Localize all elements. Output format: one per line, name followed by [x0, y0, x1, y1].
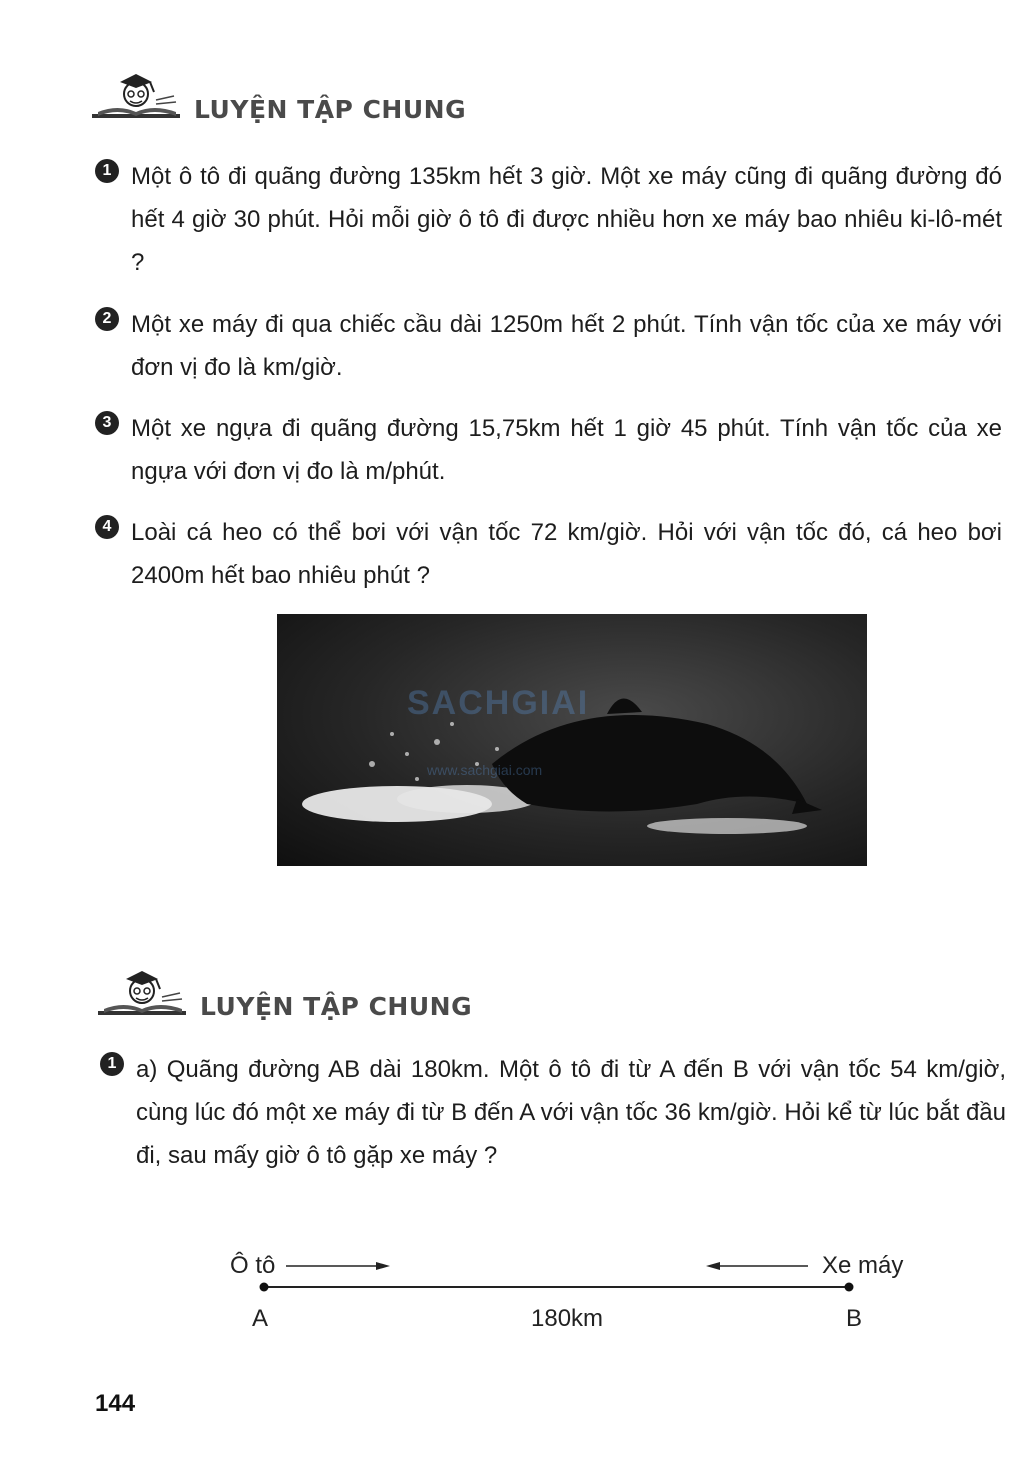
exercise-number-badge: 4 [95, 515, 119, 539]
page-number: 144 [95, 1390, 136, 1417]
point-a-dot [260, 1283, 269, 1292]
watermark-logo: SACHGIAI [407, 684, 590, 722]
watermark-url: www.sachgiai.com [427, 762, 543, 778]
exercise-text: Một xe máy đi qua chiếc cầu dài 1250m hết 2 phút. Tính vận tốc của xe máy với đơn vị đo là km/giờ. [131, 311, 1002, 381]
distance-label: 180km [531, 1305, 604, 1332]
car-label: Ô tô [230, 1252, 276, 1279]
point-b-dot [845, 1283, 854, 1292]
point-a-label: A [252, 1305, 269, 1332]
exercise-text: a) Quãng đường AB dài 180km. Một ô tô đi từ A đến B với vận tốc 54 km/giờ, cùng lúc đó một xe máy đi từ B đến A với vận tốc 36 km/giờ. Hỏi kể từ lúc bắt đầu đi, sau mấy giờ ô tô gặp xe máy ? [136, 1056, 1006, 1169]
exercise-number-badge: 1 [95, 159, 119, 183]
section-title: LUYỆN TẬP CHUNG [200, 992, 473, 1021]
motorbike-label: Xe máy [822, 1252, 904, 1279]
exercise-text: Loài cá heo có thể bơi với vận tốc 72 km/giờ. Hỏi với vận tốc đó, cá heo bơi 2400m hết bao nhiêu phút ? [131, 519, 1002, 589]
arrow-right-icon [376, 1262, 390, 1270]
exercise-text: Một xe ngựa đi quãng đường 15,75km hết 1 giờ 45 phút. Tính vận tốc của xe ngựa với đơn vị đo là m/phút. [131, 415, 1002, 485]
section-title: LUYỆN TẬP CHUNG [194, 95, 467, 124]
arrow-left-icon [706, 1262, 720, 1270]
exercise-number-badge: 3 [95, 411, 119, 435]
point-b-label: B [846, 1305, 863, 1332]
exercise-number-badge: 2 [95, 307, 119, 331]
exercise-number-badge: 1 [100, 1052, 124, 1076]
exercise-text: Một ô tô đi quãng đường 135km hết 3 giờ. Một xe máy cũng đi quãng đường đó hết 4 giờ 30 phút. Hỏi mỗi giờ ô tô đi được nhiều hơn xe máy bao nhiêu ki-lô-mét ? [131, 163, 1002, 276]
